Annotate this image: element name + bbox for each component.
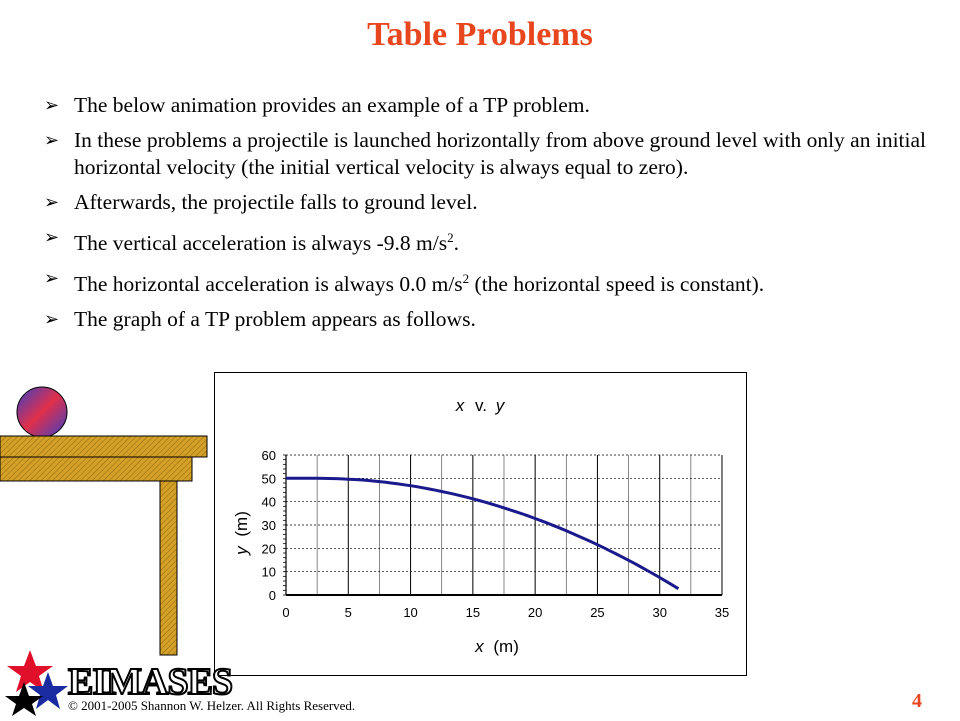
- arrow-bullet-icon: ➢: [44, 130, 60, 150]
- page-number: 4: [912, 690, 922, 712]
- arrow-bullet-icon: ➢: [44, 227, 60, 247]
- y-tick-label: 40: [261, 494, 276, 510]
- table-illustration: [0, 380, 212, 665]
- y-tick-label: 20: [261, 541, 276, 557]
- trajectory-chart: [214, 372, 747, 676]
- trajectory-curve: [286, 478, 678, 588]
- y-axis-label: y (m): [232, 511, 251, 555]
- y-tick-label: 0: [268, 588, 276, 603]
- y-tick-label: 60: [261, 448, 276, 463]
- bullet-list: [44, 92, 944, 341]
- chart-title: x v. y: [455, 396, 505, 415]
- y-tick-label: 30: [261, 518, 276, 533]
- table-apron: [0, 457, 192, 481]
- x-tick-label: 30: [652, 605, 667, 620]
- arrow-bullet-icon: ➢: [44, 268, 60, 289]
- arrow-bullet-icon: ➢: [44, 192, 60, 212]
- x-axis-label: x (m): [475, 637, 519, 656]
- y-tick-label: 50: [261, 471, 276, 487]
- table-leg: [160, 481, 177, 655]
- arrow-bullet-icon: ➢: [44, 95, 60, 115]
- bullet-item: ➢ The graph of a TP problem appears as follows.: [44, 307, 476, 332]
- logo-wordmark: EIMASES: [68, 661, 233, 703]
- arrow-bullet-icon: ➢: [44, 309, 60, 330]
- bullet-item: ➢ Afterwards, the projectile falls to ground level.: [44, 190, 478, 214]
- x-tick-label: 25: [590, 605, 605, 620]
- bullet-item: ➢ In these problems a projectile is launched horizontally from above ground level with only an initial horizontal velocity (the initial vertical velocity is always equal to zero).: [44, 128, 927, 179]
- bullet-item: ➢ The below animation provides an example of a TP problem.: [44, 93, 590, 117]
- ball: [17, 387, 67, 437]
- table-top: [0, 436, 207, 457]
- x-tick-label: 10: [403, 605, 418, 620]
- copyright-notice: © 2001-2005 Shannon W. Helzer. All Rights Reserved.: [68, 698, 356, 713]
- slide-title: Table Problems: [367, 16, 593, 53]
- x-tick-label: 35: [714, 605, 730, 620]
- x-tick-label: 20: [527, 605, 543, 620]
- x-tick-label: 5: [344, 605, 352, 620]
- x-tick-label: 0: [282, 605, 290, 620]
- x-tick-label: 15: [465, 605, 481, 620]
- bullet-item: ➢ The vertical acceleration is always -9.8 $m/s^2$.: [44, 224, 944, 257]
- bullet-item: ➢ The horizontal acceleration is always 0.0 $m/s^2$ (the horizontal speed is constant).: [44, 265, 944, 298]
- y-tick-label: 10: [261, 564, 276, 580]
